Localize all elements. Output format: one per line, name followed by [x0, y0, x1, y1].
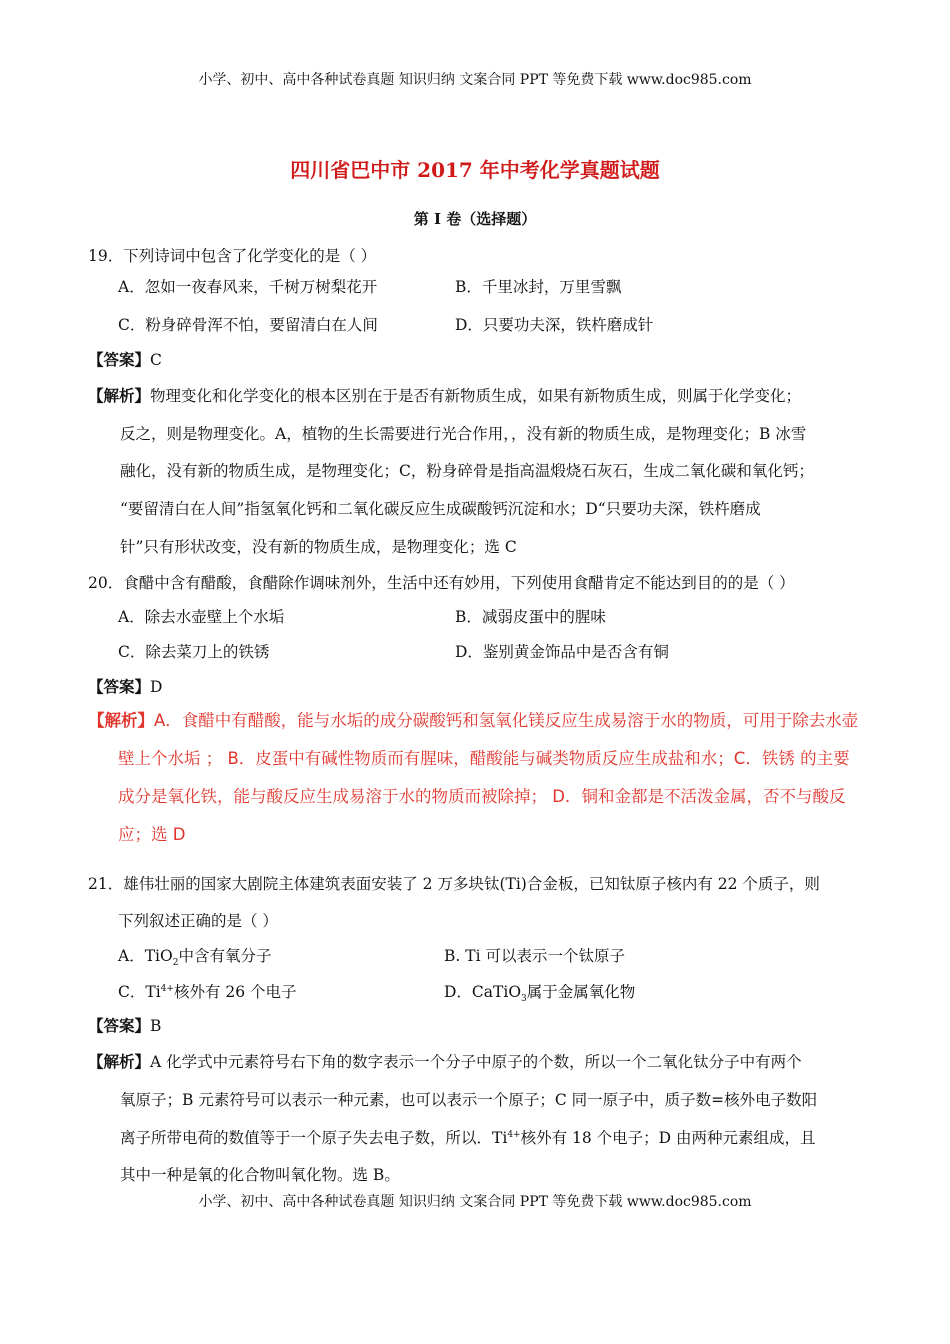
q21-c-pre: C．Ti — [118, 983, 161, 1001]
q21-analysis-line-4: 其中一种是氧的化合物叫氧化物。选 B。 — [120, 1166, 400, 1184]
q20-option-a: A．除去水壶壁上个水垢 — [118, 608, 285, 626]
q20-answer-value: D — [150, 678, 163, 696]
q19-analysis-line-2: 反之，则是物理变化。A，植物的生长需要进行光合作用，，没有新的物质生成，是物理变化；B 冰雪 — [120, 425, 807, 443]
q21-option-a — [118, 946, 272, 969]
q21-option-c — [118, 982, 297, 1002]
page-header: 小学、初中、高中各种试卷真题 知识归纳 文案合同 PPT 等免费下载 www.doc985.com — [198, 72, 752, 88]
q21-analysis-line-2: 氧原子；B 元素符号可以表示一种元素，也可以表示一个原子；C 同一原子中，质子数=核外电子数阳 — [120, 1091, 818, 1109]
q20-option-d: D．鉴别黄金饰品中是否含有铜 — [455, 643, 669, 661]
q21-d-sub: 3 — [521, 994, 527, 1005]
analysis-tag: 【解析】 — [88, 711, 154, 730]
page-footer: 小学、初中、高中各种试卷真题 知识归纳 文案合同 PPT 等免费下载 www.doc985.com — [198, 1194, 752, 1210]
answer-tag: 【答案】 — [88, 1016, 151, 1035]
q21-analysis3-sup: 4+ — [507, 1129, 521, 1140]
q20-option-c: C．除去菜刀上的铁锈 — [118, 643, 270, 661]
q20-stem: 20．食醋中含有醋酸，食醋除作调味剂外，生活中还有妙用，下列使用食醋肯定不能达到目的的是（ ） — [88, 574, 795, 592]
q21-d-pre: D．CaTiO — [444, 983, 522, 1001]
q20-answer — [88, 677, 162, 697]
q19-answer — [88, 350, 162, 370]
analysis-tag: 【解析】 — [88, 1052, 151, 1071]
q21-c-sup: 4+ — [160, 983, 174, 994]
q21-a-pre: A．TiO — [118, 947, 173, 965]
answer-tag: 【答案】 — [88, 677, 151, 696]
q21-stem-line-1: 21．雄伟壮丽的国家大剧院主体建筑表面安装了 2 万多块钛(Ti)合金板，已知钛原子核内有 22 个质子，则 — [88, 875, 820, 893]
q21-analysis3-pre: 离子所带电荷的数值等于一个原子失去电子数，所以．Ti — [120, 1129, 508, 1147]
answer-tag: 【答案】 — [88, 350, 151, 369]
q20-analysis-line-4: 应；选 D — [118, 825, 186, 844]
q20-option-b: B．减弱皮蛋中的腥味 — [455, 608, 606, 626]
q19-option-b: B．千里冰封，万里雪飘 — [455, 278, 622, 296]
q21-a-post: 中含有氧分子 — [178, 947, 272, 965]
q21-d-post: 属于金属氧化物 — [526, 983, 636, 1001]
q19-analysis-line-1 — [88, 386, 801, 406]
analysis-tag: 【解析】 — [88, 386, 151, 405]
section-title: 第 I 卷（选择题） — [413, 210, 537, 228]
q20-analysis-line-2: 壁上个水垢 ； B．皮蛋中有碱性物质而有腥味，醋酸能与碱类物质反应生成盐和水；C．铁锈 的主要 — [118, 749, 850, 768]
q19-option-c: C．粉身碎骨浑不怕，要留清白在人间 — [118, 316, 378, 334]
q21-option-d — [444, 982, 636, 1005]
q21-stem-line-2: 下列叙述正确的是（ ） — [118, 912, 278, 930]
q21-a-sub: 2 — [172, 958, 179, 969]
page-title: 四川省巴中市 2017 年中考化学真题试题 — [290, 158, 660, 182]
q21-analysis3-post: 核外有 18 个电子；D 由两种元素组成，且 — [520, 1129, 816, 1147]
q21-analysis-line-1 — [88, 1052, 802, 1072]
q21-answer-value: B — [150, 1017, 162, 1035]
q21-analysis-line-3 — [120, 1128, 816, 1148]
q21-answer — [88, 1016, 161, 1036]
q19-option-d: D．只要功夫深，铁杵磨成针 — [455, 316, 654, 334]
q19-stem: 19．下列诗词中包含了化学变化的是（ ） — [88, 247, 377, 265]
q20-analysis-text-1: A．食醋中有醋酸，能与水垢的成分碳酸钙和氢氧化镁反应生成易溶于水的物质，可用于除去水壶 — [154, 711, 859, 730]
q19-analysis-line-3: 融化，没有新的物质生成，是物理变化；C，粉身碎骨是指高温煅烧石灰石，生成二氧化碳和氧化钙； — [120, 462, 814, 480]
q21-option-b: B. Ti 可以表示一个钛原子 — [444, 947, 625, 965]
q19-analysis-line-4: “要留清白在人间”指氢氧化钙和二氧化碳反应生成碳酸钙沉淀和水；D“只要功夫深，铁杵磨成 — [120, 500, 761, 518]
q20-analysis-line-3: 成分是氧化铁，能与酸反应生成易溶于水的物质而被除掉； D．铜和金都是不活泼金属，否不与酸反 — [118, 787, 846, 806]
q20-analysis-line-1 — [88, 711, 858, 731]
q21-c-post: 核外有 26 个电子 — [173, 983, 297, 1001]
q19-option-a: A．忽如一夜春风来，千树万树梨花开 — [118, 278, 378, 296]
q19-analysis-text-1: 物理变化和化学变化的根本区别在于是否有新物质生成，如果有新物质生成，则属于化学变化； — [150, 387, 802, 405]
q19-answer-value: C — [150, 351, 162, 369]
q21-analysis-text-1: A 化学式中元素符号右下角的数字表示一个分子中原子的个数，所以一个二氧化钛分子中有两个 — [150, 1053, 802, 1071]
q19-analysis-line-5: 针”只有形状改变，没有新的物质生成，是物理变化；选 C — [120, 538, 517, 556]
